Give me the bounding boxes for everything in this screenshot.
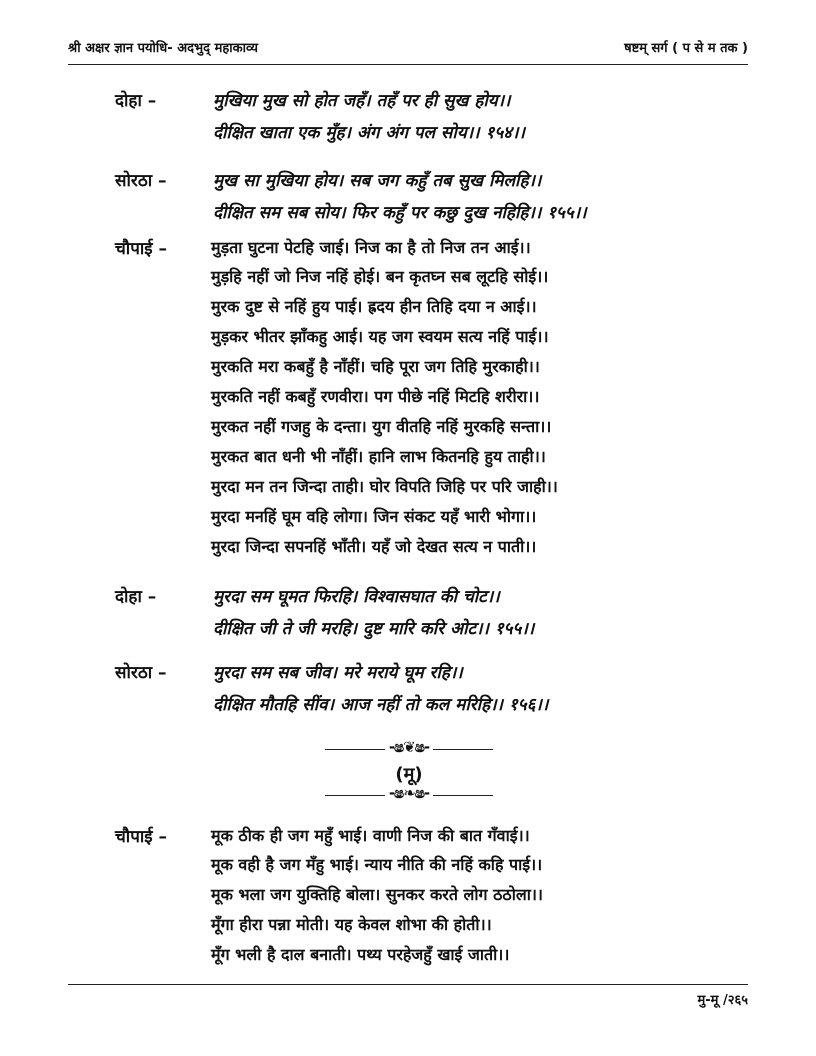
verse-label: चौपाई – — [115, 239, 168, 259]
verse-line: दीक्षित जी ते जी मरहि। दुष्ट मारि करि ओट।। १५५।। — [213, 619, 535, 639]
verse-line: मूँगा हीरा पन्ना मोती। यह केवल शोभा की होती।। — [211, 915, 492, 934]
ornament-line — [433, 795, 493, 796]
ornament-bottom — [325, 784, 493, 804]
verse-line: मुरदा मनहिं घूम वहि लोगा। जिन संकट यहँ भारी भोगा।। — [211, 507, 537, 526]
verse-line: मुरकति नहीं कबहुँ रणवीरा। पग पीछे नहिं मिटहि शरीरा।। — [211, 387, 540, 406]
header-chapter: षष्टम् सर्ग ( प से म तक ) — [624, 41, 748, 56]
verse-line: मुरकत नहीं गजहु के दन्ता। युग वीतहि नहिं मुरकहि सन्ता।। — [211, 417, 552, 436]
verse-line: मुरदा जिन्दा सपनहिं भाँती। यहँ जो देखत सत्य न पाती।। — [211, 537, 537, 556]
verse-line: मुरकत बात धनी भी नाँहीं। हानि लाभ कितनहि हुय ताही।। — [211, 447, 546, 466]
verse-line: मूक वही है जग मँहु भाई। न्याय नीति की नहिं कहि पाई।। — [211, 855, 543, 874]
verse-line: मुरदा सम सब जीव। मरे मराये घूम रहि।। — [213, 663, 463, 683]
verse-line: मूँग भली है दाल बनाती। पथ्य परहेजहुँ खाई जाती।। — [211, 945, 510, 964]
header-rule — [68, 64, 748, 65]
verse-label: सोरठा – — [115, 663, 167, 683]
verse-line: मुड़हि नहीं जो निज नहिं होई। बन कृतघ्न सब लूटहि सोई।। — [211, 267, 549, 286]
verse-line: दीक्षित सम सब सोय। फिर कहुँ पर कछु दुख नहिहि।। १५५।। — [213, 203, 587, 223]
ornament-line — [433, 749, 493, 750]
verse-label: दोहा – — [115, 587, 157, 607]
flourish-icon: -ෂ❦ෂ- — [388, 738, 430, 756]
verse-line: मुरदा मन तन जिन्दा ताही। घोर विपति जिहि पर परि जाही।। — [211, 477, 558, 496]
verse-line: मुड़ता घुटना पेटहि जाई। निज का है तो निज तन आई।। — [211, 238, 531, 257]
verse-line: मूक ठीक ही जग महुँ भाई। वाणी निज की बात गँवाई।। — [211, 826, 530, 845]
footer-rule — [68, 984, 748, 985]
verse-line: मुखिया मुख सो होत जहँ। तहँ पर ही सुख होय।। — [213, 91, 511, 111]
verse-label: दोहा – — [115, 91, 157, 111]
verse-line: दीक्षित मौतहि सींव। आज नहीं तो कल मरिहि।। १५६।। — [213, 695, 549, 715]
verse-line: मुरकति मरा कबहुँ है नाँहीं। चहि पूरा जग तिहि मुरकाही।। — [211, 357, 540, 376]
verse-line: मुरदा सम घूमत फिरहि। विश्वासघात की चोट।। — [213, 587, 500, 607]
section-title: (मू) — [395, 764, 423, 785]
verse-line: मूक भला जग युक्तिहि बोला। सुनकर करते लोग ठठोला।। — [211, 885, 543, 904]
verse-label: सोरठा – — [115, 171, 167, 191]
verse-line: मुरक दुष्ट से नहिं हुय पाई। ह्रदय हीन तिहि दया न आई।। — [211, 297, 537, 316]
header-book-title: श्री अक्षर ज्ञान पयोधि- अदभुद् महाकाव्य — [68, 41, 258, 56]
flourish-icon: -ෂ❧ෂ- — [388, 784, 430, 802]
page-header — [68, 38, 748, 60]
verse-line: मुख सा मुखिया होय। सब जग कहुँ तब सुख मिलहि।। — [213, 171, 542, 191]
verse-line: दीक्षित खाता एक मुँह। अंग अंग पल सोय।। १५४।। — [213, 123, 525, 143]
verse-line: मुड़कर भीतर झाँकहु आई। यह जग स्वयम सत्य नहिं पाई।। — [211, 327, 549, 346]
page-number: मु-मू /२६५ — [697, 993, 748, 1008]
ornament-top — [325, 738, 493, 758]
ornament-line — [325, 749, 385, 750]
ornament-line — [325, 795, 385, 796]
verse-label: चौपाई – — [115, 827, 168, 847]
